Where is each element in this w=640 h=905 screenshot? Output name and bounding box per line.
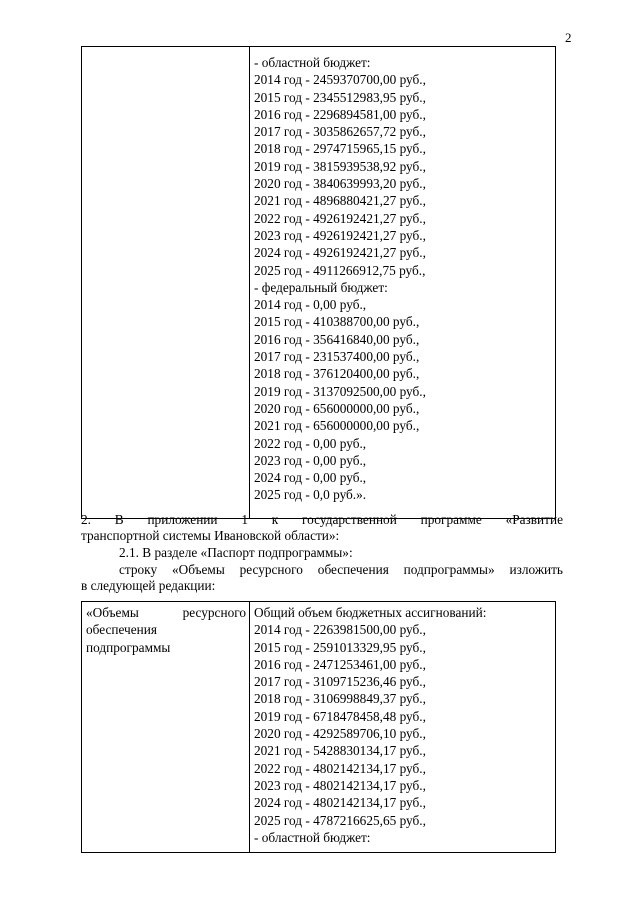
paragraph-instruction-line-1: строку «Объемы ресурсного обеспечения подпрограммы» изложить <box>119 562 563 577</box>
budget-line: 2022 год - 0,00 руб., <box>254 435 367 451</box>
budget-line: 2014 год - 2459370700,00 руб., <box>254 72 426 88</box>
budget-line: - федеральный бюджет: <box>254 279 388 295</box>
budget-line: 2020 год - 4292589706,10 руб., <box>254 726 426 742</box>
budget-line: 2017 год - 3035862657,72 руб., <box>254 124 426 140</box>
budget-lines <box>254 54 555 504</box>
budget-line: 2020 год - 656000000,00 руб., <box>254 400 420 416</box>
budget-line: - областной бюджет: <box>254 829 371 845</box>
page-number: 2 <box>565 30 572 45</box>
budget-line: 2018 год - 2974715965,15 руб., <box>254 141 426 157</box>
row-label-line: «Объемы ресурсного <box>86 605 246 620</box>
budget-line: 2020 год - 3840639993,20 руб., <box>254 176 426 192</box>
budget-line: 2015 год - 410388700,00 руб., <box>254 314 420 330</box>
budget-line: 2021 год - 5428830134,17 руб., <box>254 743 426 759</box>
paragraph-instruction-line-2: в следующей редакции: <box>81 578 216 593</box>
budget-lines <box>254 604 555 846</box>
budget-line: 2018 год - 3106998849,37 руб., <box>254 691 426 707</box>
budget-line: 2017 год - 3109715236,46 руб., <box>254 674 426 690</box>
table-left-cell <box>82 602 250 853</box>
budget-line: 2024 год - 4926192421,27 руб., <box>254 245 426 261</box>
budget-line: 2014 год - 0,00 руб., <box>254 297 367 313</box>
budget-line: 2025 год - 0,0 руб.». <box>254 487 367 503</box>
budget-line: 2025 год - 4787216625,65 руб., <box>254 812 426 828</box>
budget-line: 2015 год - 2591013329,95 руб., <box>254 639 426 655</box>
budget-line: 2016 год - 356416840,00 руб., <box>254 331 420 347</box>
budget-line: 2018 год - 376120400,00 руб., <box>254 366 420 382</box>
row-label-line: подпрограммы <box>86 639 171 655</box>
budget-line: 2023 год - 4802142134,17 руб., <box>254 777 426 793</box>
budget-line: 2024 год - 4802142134,17 руб., <box>254 795 426 811</box>
budget-line: 2019 год - 3137092500,00 руб., <box>254 383 426 399</box>
budget-line: 2021 год - 4896880421,27 руб., <box>254 193 426 209</box>
resource-table-continued <box>81 46 556 519</box>
budget-line: 2019 год - 3815939538,92 руб., <box>254 158 426 174</box>
table-left-cell <box>82 47 250 519</box>
row-label-line: обеспечения <box>86 622 157 638</box>
budget-line: 2023 год - 0,00 руб., <box>254 452 367 468</box>
budget-line: 2022 год - 4926192421,27 руб., <box>254 210 426 226</box>
budget-line: 2023 год - 4926192421,27 руб., <box>254 227 426 243</box>
budget-line: 2024 год - 0,00 руб., <box>254 470 367 486</box>
table-right-cell <box>250 47 556 519</box>
budget-line: 2014 год - 2263981500,00 руб., <box>254 622 426 638</box>
paragraph-item-2-line-1: 2. В приложении 1 к государственной программе «Развитие <box>81 512 563 527</box>
budget-line: 2016 год - 2471253461,00 руб., <box>254 656 426 672</box>
paragraph-item-2-1: 2.1. В разделе «Паспорт подпрограммы»: <box>119 545 353 560</box>
budget-line: 2022 год - 4802142134,17 руб., <box>254 760 426 776</box>
table-right-cell <box>250 602 556 853</box>
budget-line: - областной бюджет: <box>254 55 371 70</box>
budget-line: 2016 год - 2296894581,00 руб., <box>254 106 426 122</box>
budget-line: 2025 год - 4911266912,75 руб., <box>254 262 426 278</box>
resource-table-new <box>81 601 556 853</box>
budget-line: Общий объем бюджетных ассигнований: <box>254 605 487 620</box>
budget-line: 2015 год - 2345512983,95 руб., <box>254 89 426 105</box>
paragraph-item-2-line-2: транспортной системы Ивановской области»: <box>81 528 340 543</box>
budget-line: 2017 год - 231537400,00 руб., <box>254 349 420 365</box>
budget-line: 2019 год - 6718478458,48 руб., <box>254 708 426 724</box>
budget-line: 2021 год - 656000000,00 руб., <box>254 418 420 434</box>
